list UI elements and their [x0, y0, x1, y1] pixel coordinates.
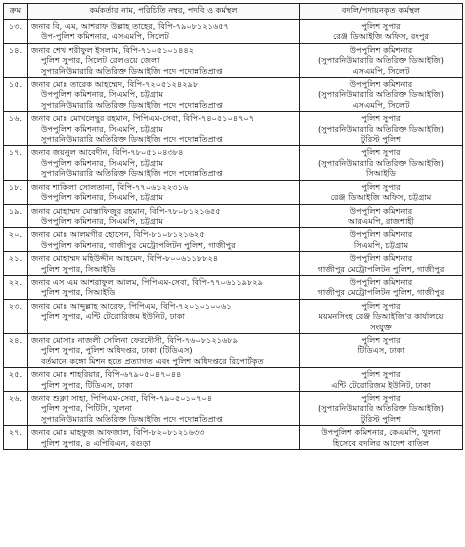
posting-line: রেঞ্জ ডিআইজি অফিস, চট্টগ্রাম [330, 192, 432, 203]
row-posting [300, 78, 463, 112]
officer-line: উপ-পুলিশ কমিশনার, এসএমপি, সিলেট [41, 31, 169, 42]
officer-line: সুপারনিউমারারি অতিরিক্ত ডিআইজি পদে পদোন্নতিপ্রাপ্ত [41, 65, 223, 76]
officer-line: পুলিশ সুপার, সিলেট রেলওয়ে জেলা [41, 55, 160, 66]
posting-line: পুলিশ সুপার [361, 369, 401, 380]
row-officer [28, 180, 300, 204]
officer-line: জনাব শাকিলা সোলতানা, বিপি-৭৭০৬১২২৩১৬ [31, 181, 189, 192]
row-posting [300, 252, 463, 276]
officer-line: জনাব এস এম আশরাফুল আলম, পিপিএম-সেবা, বিপি-৭৭০৬১১৯৮২৯ [31, 276, 264, 287]
row-serial: ১৭. [4, 146, 28, 180]
officer-line: পুলিশ সুপার, পুলিশ অধিদপ্তর, ঢাকা (টিডিএস) [41, 345, 193, 356]
officer-line: জনাব শেখ শরীফুল ইসলাম, বিপি-৭১০৫১০১৪৪২ [31, 44, 195, 55]
officer-line: জনাব মোঃ মাহফুজ আফজাল, বিপি-৮২০৮১২১৬৩৩ [31, 427, 205, 438]
officer-line: সুপারনিউমারারি অতিরিক্ত ডিআইজি পদে পদোন্নতিপ্রাপ্ত [41, 168, 223, 179]
row-posting [300, 333, 463, 367]
officer-line: পুলিশ সুপার, সিআইডি [41, 287, 116, 298]
officer-line: জনাব মোসাঃ নাজলী সেলিনা ফেরদৌসী, বিপি-৭৬০৮১২১৬৮৯ [31, 334, 239, 345]
posting-line: পুলিশ সুপার [361, 113, 401, 124]
posting-line: সিআইডি [366, 168, 396, 179]
officer-line: সুপারনিউমারারি অতিরিক্ত ডিআইজি পদে পদোন্নতিপ্রাপ্ত [41, 134, 223, 145]
officer-line: জনাব মোঃ আব্দুল্লাহ আরেফ, পিপিএম, বিপি-৭২০১০১০০৬১ [31, 300, 232, 311]
officer-line: জনাব মোঃ মোখলেছুর রহমান, পিপিএম-সেবা, বিপি-৭৪০৫১০৪৭০৭ [31, 113, 255, 124]
row-serial: ২০. [4, 228, 28, 252]
posting-line: উপপুলিশ কমিশনার [349, 276, 413, 287]
table-row [4, 252, 463, 276]
header-officer: কর্মকর্তার নাম, পরিচিতি নম্বর, পদবি ও কর্মস্থল [28, 4, 300, 20]
table-header-row [4, 4, 463, 20]
posting-line: ময়মনসিংহ রেঞ্জ ডিআইজি'র কার্যালয়ে [318, 311, 444, 322]
row-serial: ১৬. [4, 112, 28, 146]
posting-line: এসএমপি, সিলেট [352, 99, 410, 110]
posting-line: পুলিশ সুপার [361, 181, 401, 192]
row-serial: ১৪. [4, 43, 28, 77]
row-officer [28, 78, 300, 112]
row-officer [28, 299, 300, 333]
row-serial: ২৬. [4, 392, 28, 426]
header-posting: বদলি/পদায়নকৃত কর্মস্থল [300, 4, 463, 20]
posting-line: উপপুলিশ কমিশনার [349, 229, 413, 240]
row-posting [300, 228, 463, 252]
posting-line: উপপুলিশ কমিশনার [349, 79, 413, 90]
row-officer [28, 146, 300, 180]
header-serial: ক্রম [4, 4, 28, 20]
table-row [4, 299, 463, 333]
officer-line: উপপুলিশ কমিশনার, গাজীপুর মেট্রোপলিটন পুলিশ, গাজীপুর [41, 239, 236, 250]
posting-line: সংযুক্ত [370, 321, 392, 332]
officer-line: জনাব মোঃ শাহরিয়ার, বিপি-৬৭৯০৫০৪৭০৪৪ [31, 369, 182, 380]
row-serial: ১৯. [4, 204, 28, 228]
posting-line: পুলিশ সুপার [361, 300, 401, 311]
row-serial: ২৪. [4, 333, 28, 367]
officer-line: জনাব মোহাম্মদ মোস্তাফিজুর রহমান, বিপি-৭৮০৮১২১৬৫৫ [31, 205, 221, 216]
row-officer [28, 43, 300, 77]
posting-line: পুলিশ সুপার [361, 147, 401, 158]
table-row [4, 20, 463, 44]
row-posting [300, 180, 463, 204]
row-officer [28, 252, 300, 276]
officer-line: জনাব বি, এম, আশরাফ উল্লাহ তাহের, বিপি-৭৯০৮১২১৬৫৭ [31, 21, 229, 31]
posting-line: উপপুলিশ কমিশনার [349, 205, 413, 216]
posting-line: হিসেবে বদলির আদেশ বাতিল [332, 437, 430, 448]
posting-line: গাজীপুর মেট্রোপলিটন পুলিশ, গাজীপুর [317, 263, 445, 274]
posting-line: রেঞ্জ ডিআইজি অফিস, রংপুর [333, 31, 429, 42]
row-officer [28, 20, 300, 44]
table-row [4, 78, 463, 112]
posting-line: এসএমপি, সিলেট [352, 65, 410, 76]
posting-line: (সুপারনিউমারারি অতিরিক্ত ডিআইজি) [318, 157, 444, 168]
officer-line: পুলিশ সুপার, পিটিসি, খুলনা [41, 403, 132, 414]
officer-line: জনাব মোঃ তারেক আহম্মেদ, বিপি-৭২০৫১২৪২৯৮ [31, 79, 199, 90]
table-row [4, 180, 463, 204]
row-posting [300, 299, 463, 333]
posting-line: (সুপারনিউমারারি অতিরিক্ত ডিআইজি) [318, 403, 444, 414]
officer-line: উপপুলিশ কমিশনার, সিএমপি, চট্টগ্রাম [41, 157, 164, 168]
officer-line: পুলিশ সুপার, ৪ এপিবিএন, বগুড়া [41, 437, 151, 448]
posting-line: এন্টি টেরোরিজম ইউনিট, ঢাকা [331, 379, 431, 390]
row-officer [28, 368, 300, 392]
posting-line: সিএমপি, চট্টগ্রাম [353, 239, 409, 250]
row-serial: ২২. [4, 275, 28, 299]
posting-line: (সুপারনিউমারারি অতিরিক্ত ডিআইজি) [318, 89, 444, 100]
row-posting [300, 204, 463, 228]
table-row [4, 204, 463, 228]
row-posting [300, 368, 463, 392]
table-row [4, 112, 463, 146]
row-serial: ২৩. [4, 299, 28, 333]
posting-line: উপপুলিশ কমিশনার [349, 253, 413, 264]
row-officer [28, 333, 300, 367]
row-serial: ১৫. [4, 78, 28, 112]
posting-line: গাজীপুর মেট্রোপলিটন পুলিশ, গাজীপুর [317, 287, 445, 298]
table-row [4, 43, 463, 77]
posting-line: উপপুলিশ কমিশনার [349, 44, 413, 55]
officer-line: উপপুলিশ কমিশনার, সিএমপি, চট্টগ্রাম [41, 215, 164, 226]
table-row [4, 426, 463, 450]
officer-line: পুলিশ সুপার, এন্টি টেরোরিজম ইউনিট, ঢাকা [41, 311, 186, 322]
row-serial: ২৭. [4, 426, 28, 450]
row-officer [28, 112, 300, 146]
posting-table [3, 3, 463, 450]
row-posting [300, 146, 463, 180]
officer-line: পুলিশ সুপার, সিআইডি [41, 263, 116, 274]
row-officer [28, 426, 300, 450]
posting-line: পুলিশ সুপার [361, 393, 401, 403]
officer-line: জনাব মোহাম্মদ মহিউদ্দীন আহমেদ, বিপি-৮০০৬১১৮৮২৪ [31, 253, 219, 264]
posting-line: পুলিশ সুপার [361, 21, 401, 31]
row-officer [28, 392, 300, 426]
posting-line: টিডিএস, ঢাকা [357, 345, 405, 356]
row-serial: ২৫. [4, 368, 28, 392]
row-officer [28, 228, 300, 252]
posting-line: টুরিস্ট পুলিশ [360, 413, 402, 424]
officer-line: জনাব জয়নুল আবেদীন, বিপি-৭৮০৫১০৪৩৮৪ [31, 147, 184, 158]
table-body [4, 20, 463, 450]
table-row [4, 146, 463, 180]
posting-line: (সুপারনিউমারারি অতিরিক্ত ডিআইজি) [318, 123, 444, 134]
officer-line: পুলিশ সুপার, টিডিএস, ঢাকা [41, 379, 133, 390]
row-officer [28, 275, 300, 299]
officer-line: জনাব শুক্লা সাহা, পিপিএম-সেবা, বিপি-৭৯০৫০১০৭০৪ [31, 393, 213, 403]
row-officer [28, 204, 300, 228]
posting-line: উপপুলিশ কমিশনার, কেএমপি, খুলনা [321, 427, 441, 438]
officer-line: উপপুলিশ কমিশনার, সিএমপি, চট্টগ্রাম [41, 89, 164, 100]
table-row [4, 333, 463, 367]
table-row [4, 275, 463, 299]
table-row [4, 228, 463, 252]
officer-line: সুপারনিউমারারি অতিরিক্ত ডিআইজি পদে পদোন্নতিপ্রাপ্ত [41, 413, 223, 424]
row-serial: ২১. [4, 252, 28, 276]
row-posting [300, 392, 463, 426]
officer-line: জনাব মোঃ আলমগীর হোসেন, বিপি-৮১০৮১২১৬২৫ [31, 229, 205, 240]
row-posting [300, 275, 463, 299]
officer-line: সুপারনিউমারারি অতিরিক্ত ডিআইজি পদে পদোন্নতিপ্রাপ্ত [41, 99, 223, 110]
posting-line: আরএমপি, রাজশাহী [348, 215, 414, 226]
posting-line: টুরিস্ট পুলিশ [360, 134, 402, 145]
row-posting [300, 112, 463, 146]
row-serial: ১৩. [4, 20, 28, 44]
table-row [4, 392, 463, 426]
row-posting [300, 20, 463, 44]
posting-line: পুলিশ সুপার [361, 334, 401, 345]
row-posting [300, 426, 463, 450]
table-row [4, 368, 463, 392]
officer-line: উপপুলিশ কমিশনার, সিএমপি, চট্টগ্রাম [41, 192, 164, 203]
officer-line: উপপুলিশ কমিশনার, সিএমপি, চট্টগ্রাম [41, 123, 164, 134]
posting-line: (সুপারনিউমারারি অতিরিক্ত ডিআইজি) [318, 55, 444, 66]
row-serial: ১৮. [4, 180, 28, 204]
row-posting [300, 43, 463, 77]
officer-line: বর্তমানে কঙ্গো মিশন হতে প্রত্যাগত এবং পুলিশ অধিদপ্তরে রিপোর্টকৃত [41, 355, 264, 366]
